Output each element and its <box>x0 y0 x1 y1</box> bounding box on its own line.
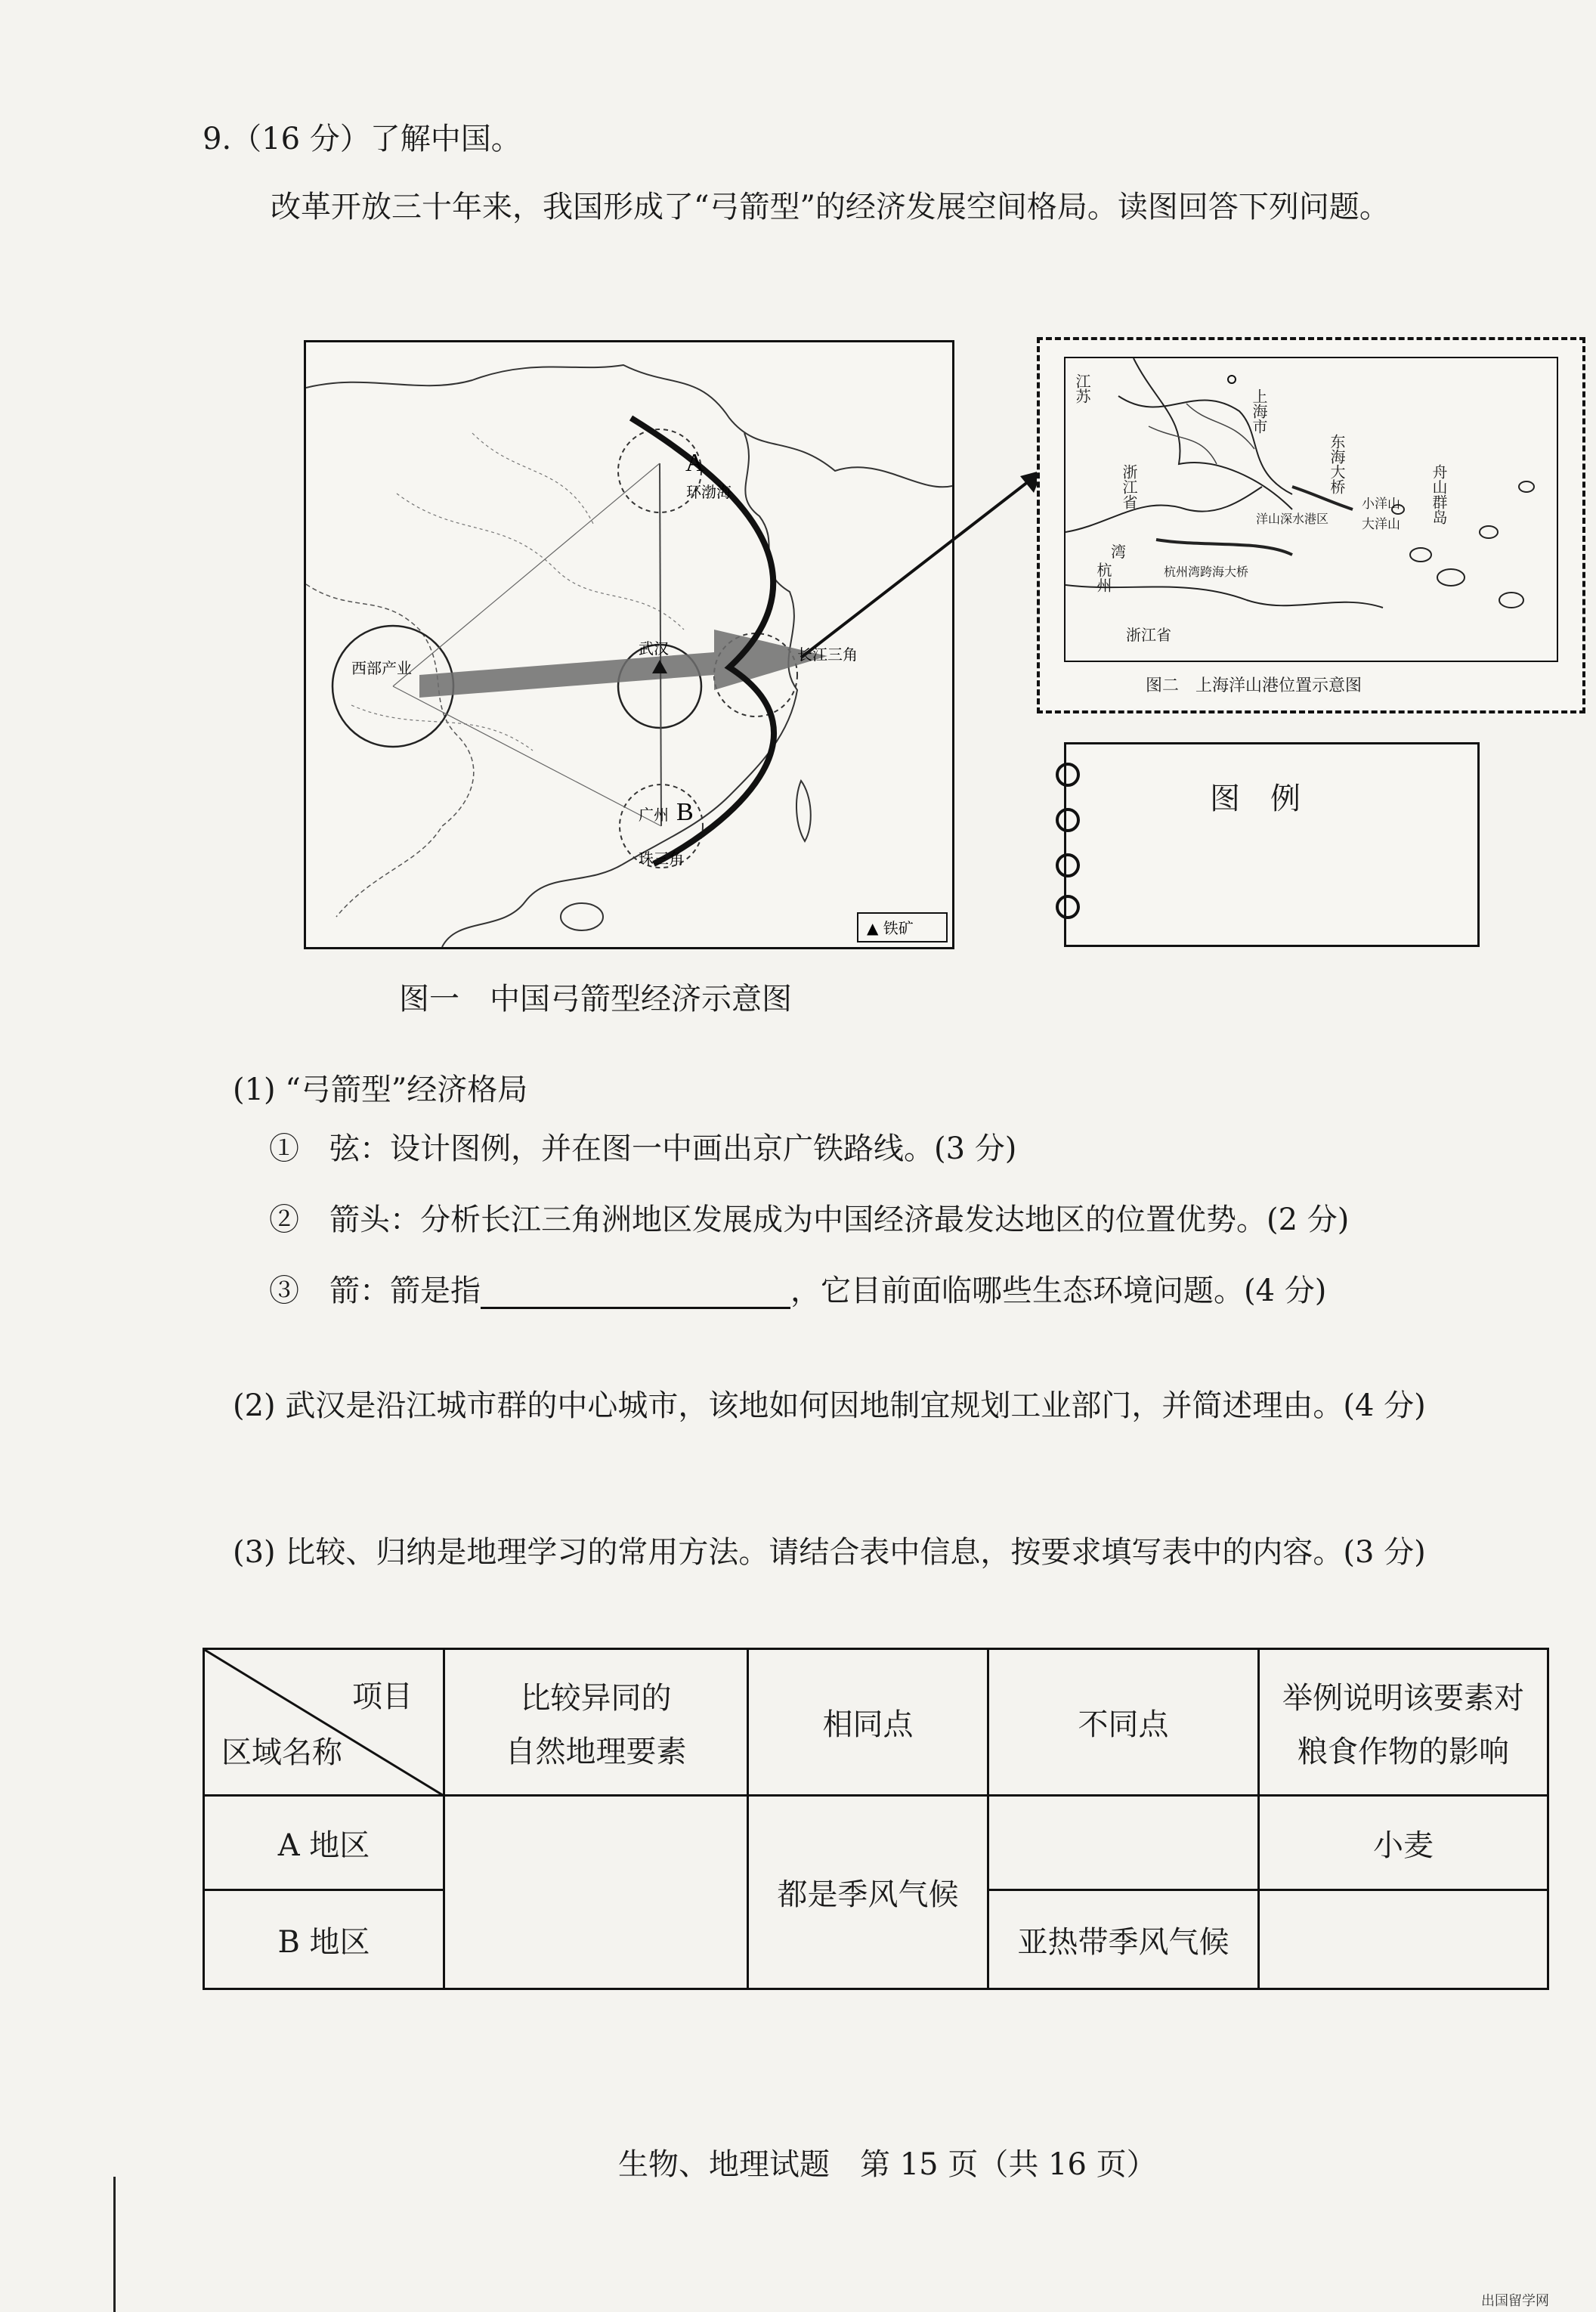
table-header-row <box>204 1649 1548 1796</box>
question-title: 9.（16 分）了解中国。 <box>203 122 521 156</box>
page-footer: 生物、地理试题 第 15 页（共 16 页） <box>618 2147 1157 2182</box>
label-wuhan: 武汉 <box>639 639 669 658</box>
fig2-label-jiangsu: 江苏 <box>1073 373 1091 404</box>
island-2 <box>1437 569 1465 586</box>
figure2-box <box>1037 337 1585 713</box>
part1-item3-post: ，它目前面临哪些生态环境问题。(4 分) <box>790 1274 1327 1308</box>
ring-binding-svg <box>1053 744 1083 945</box>
header-effect <box>1259 1649 1548 1796</box>
fig2-label-hangzhou-bay: 湾 <box>1111 543 1126 561</box>
header-diff: 不同点 <box>988 1649 1259 1796</box>
part3-text: (3) 比较、归纳是地理学习的常用方法。请结合表中信息，按要求填写表中的内容。(3 分) <box>233 1535 1426 1570</box>
watermark: 出国留学网 <box>1481 2293 1549 2309</box>
fig2-label-zhoushan: 舟山群岛 <box>1430 464 1448 525</box>
fig2-label-yangshan-port: 洋山深水港区 <box>1256 512 1329 526</box>
table-row <box>204 1796 1548 1890</box>
arrow-shaft <box>419 630 827 698</box>
answer-blank[interactable] <box>481 1277 790 1309</box>
island-6 <box>1519 481 1534 492</box>
island-4 <box>1499 593 1523 608</box>
island-1 <box>1410 548 1431 562</box>
label-pearl: 珠三角 <box>639 850 684 868</box>
roads-minor <box>1149 404 1254 464</box>
part1-item3 <box>269 1273 1326 1309</box>
legend-title: 图 例 <box>1210 781 1301 816</box>
question-intro: 改革开放三十年来，我国形成了“弓箭型”的经济发展空间格局。读图回答下列问题。 <box>271 190 1390 224</box>
western-border <box>306 584 474 917</box>
fig2-label-zhejiang-bottom: 浙江省 <box>1126 626 1171 644</box>
fig2-label-bay-bridge: 杭州湾跨海大桥 <box>1164 565 1249 579</box>
coast-line <box>1066 487 1262 532</box>
fig2-label-hangzhou: 杭州 <box>1094 562 1112 593</box>
string-west-south <box>393 686 661 826</box>
connector-line <box>801 476 1035 658</box>
hangzhou-bay-bridge <box>1156 540 1292 555</box>
scan-edge-line <box>113 2177 116 2312</box>
header-compare-l1: 比较异同的 <box>520 1680 672 1716</box>
part1-item1: ① 弦：设计图例，并在图一中画出京广铁路线。(3 分) <box>269 1131 1017 1166</box>
part1-heading: (1) “弓箭型”经济格局 <box>233 1072 528 1107</box>
cell-same-value: 都是季风气候 <box>748 1796 988 1989</box>
shanghai-city-marker <box>1228 376 1236 383</box>
header-region: 区域名称 <box>221 1735 342 1770</box>
part1-item2: ② 箭头：分析长江三角洲地区发展成为中国经济最发达地区的位置优势。(2 分) <box>269 1202 1350 1237</box>
province-borders <box>351 433 684 751</box>
header-effect-l2: 粮食作物的影响 <box>1298 1734 1509 1769</box>
part1-item3-pre: ③ 箭：箭是指 <box>269 1274 481 1308</box>
fig2-label-da-yangshan: 大洋山 <box>1362 517 1400 532</box>
road-1 <box>1134 358 1292 509</box>
header-effect-l1: 举例说明该要素对 <box>1282 1680 1524 1716</box>
cell-compare-element[interactable] <box>444 1796 748 1989</box>
figure1-caption: 图一 中国弓箭型经济示意图 <box>399 982 792 1017</box>
fig2-label-xiao-yangshan: 小洋山 <box>1362 497 1400 512</box>
hainan-island <box>561 903 603 930</box>
part2-text: (2) 武汉是沿江城市群的中心城市，该地如何因地制宜规划工业部门，并简述理由。(4 分) <box>233 1388 1426 1423</box>
label-bohai: 环渤海 <box>686 483 732 501</box>
legend-iron: ▲ 铁矿 <box>867 919 914 937</box>
island-3 <box>1480 526 1498 538</box>
label-yangtze: 长江三角 <box>797 645 858 664</box>
cell-a-effect: 小麦 <box>1259 1796 1548 1890</box>
row-b-label: B 地区 <box>204 1890 444 1989</box>
header-compare <box>444 1649 748 1796</box>
fig2-label-shanghai: 上海市 <box>1250 388 1268 434</box>
cell-b-effect[interactable] <box>1259 1890 1548 1989</box>
label-point-b: B <box>676 798 694 826</box>
table-corner-cell <box>204 1649 444 1796</box>
label-point-a: A <box>685 449 704 477</box>
label-guangzhou: 广州 <box>639 806 669 824</box>
connector-arrow <box>793 461 1050 673</box>
cell-b-diff: 亚热带季风气候 <box>988 1890 1259 1989</box>
cell-a-diff[interactable] <box>988 1796 1259 1890</box>
header-compare-l2: 自然地理要素 <box>505 1734 687 1769</box>
label-west: 西部产业 <box>351 659 412 677</box>
fig2-label-donghai-bridge: 东海大桥 <box>1328 434 1346 494</box>
legend-box[interactable] <box>1064 742 1480 947</box>
header-item: 项目 <box>352 1679 413 1714</box>
taiwan-island <box>796 781 811 841</box>
row-a-label: A 地区 <box>204 1796 444 1890</box>
fig2-label-zhejiang-province: 浙江省 <box>1120 464 1138 509</box>
ring-binding <box>1053 744 1083 945</box>
comparison-table <box>203 1648 1549 1990</box>
figure2-caption: 图二 上海洋山港位置示意图 <box>1146 676 1362 695</box>
figure2-map <box>1064 357 1558 662</box>
string-west-north <box>393 463 660 686</box>
header-same: 相同点 <box>748 1649 988 1796</box>
